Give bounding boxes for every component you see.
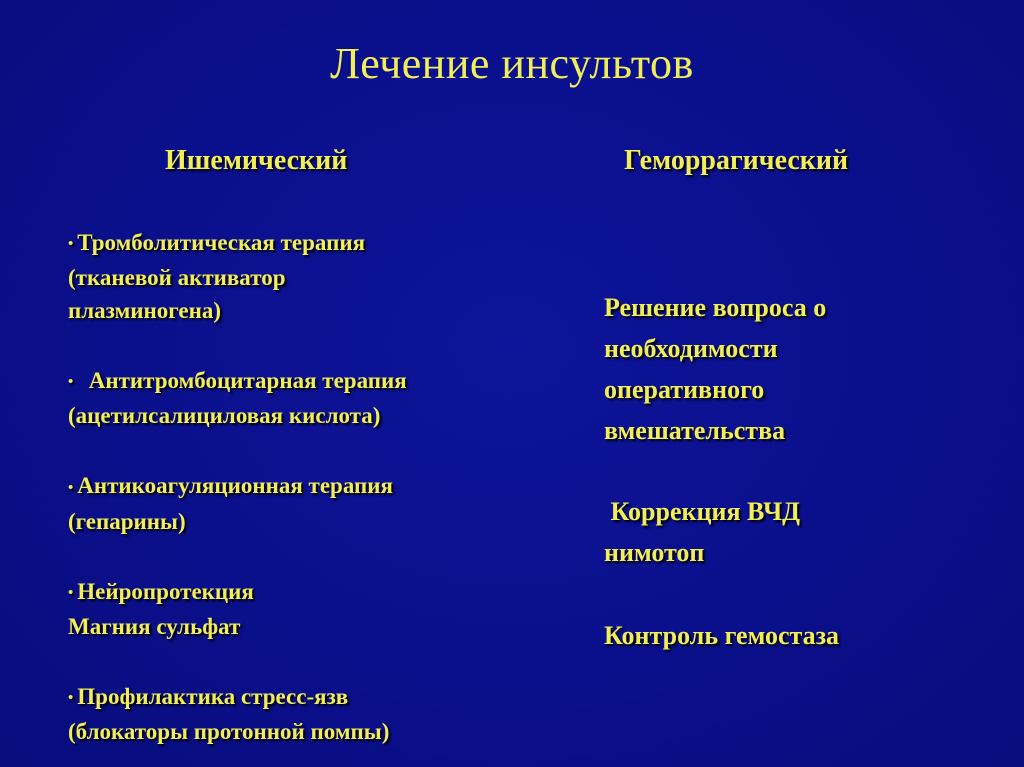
bullet-icon: • [68, 236, 74, 253]
list-item-stress-ulcer-prophylaxis [68, 680, 538, 748]
item-text: Тромболитическая терапия [77, 230, 366, 255]
slide-title: Лечение инсультов [330, 39, 694, 88]
list-item-thrombolytic [68, 226, 538, 327]
bullet-icon: • [68, 374, 74, 391]
item-text: (блокаторы протонной помпы) [68, 719, 390, 745]
ischemic-heading: Ишемический [165, 145, 348, 176]
bullet-icon: • [68, 584, 74, 601]
list-item-neuroprotection [68, 575, 538, 643]
ischemic-treatment-list [68, 226, 538, 748]
item-text: Нейропротекция [77, 578, 254, 604]
hemostasis-control-text: Контроль гемостаза [604, 621, 840, 650]
item-text: Профилактика стресс-язв [77, 683, 349, 709]
item-text: плазминогена) [68, 298, 222, 324]
hemorrhagic-heading: Геморрагический [624, 145, 849, 176]
item-text: Антикоагуляционная терапия [77, 473, 393, 499]
item-text: (ацетилсалициловая кислота) [68, 403, 381, 429]
list-item-anticoagulant [68, 469, 538, 537]
item-text: Магния сульфат [68, 613, 241, 639]
bullet-icon: • [68, 690, 74, 707]
icp-correction-text: Коррекция ВЧД нимотоп [604, 497, 801, 567]
bullet-icon: • [68, 479, 74, 496]
item-text: (гепарины) [68, 508, 186, 534]
item-text: (тканевой активатор [68, 265, 286, 291]
surgical-decision-text: Решение вопроса о необходимости оперативного вмешательства [604, 293, 827, 445]
list-item-antiplatelet [68, 364, 538, 432]
item-text: Антитромбоцитарная терапия [88, 368, 407, 394]
